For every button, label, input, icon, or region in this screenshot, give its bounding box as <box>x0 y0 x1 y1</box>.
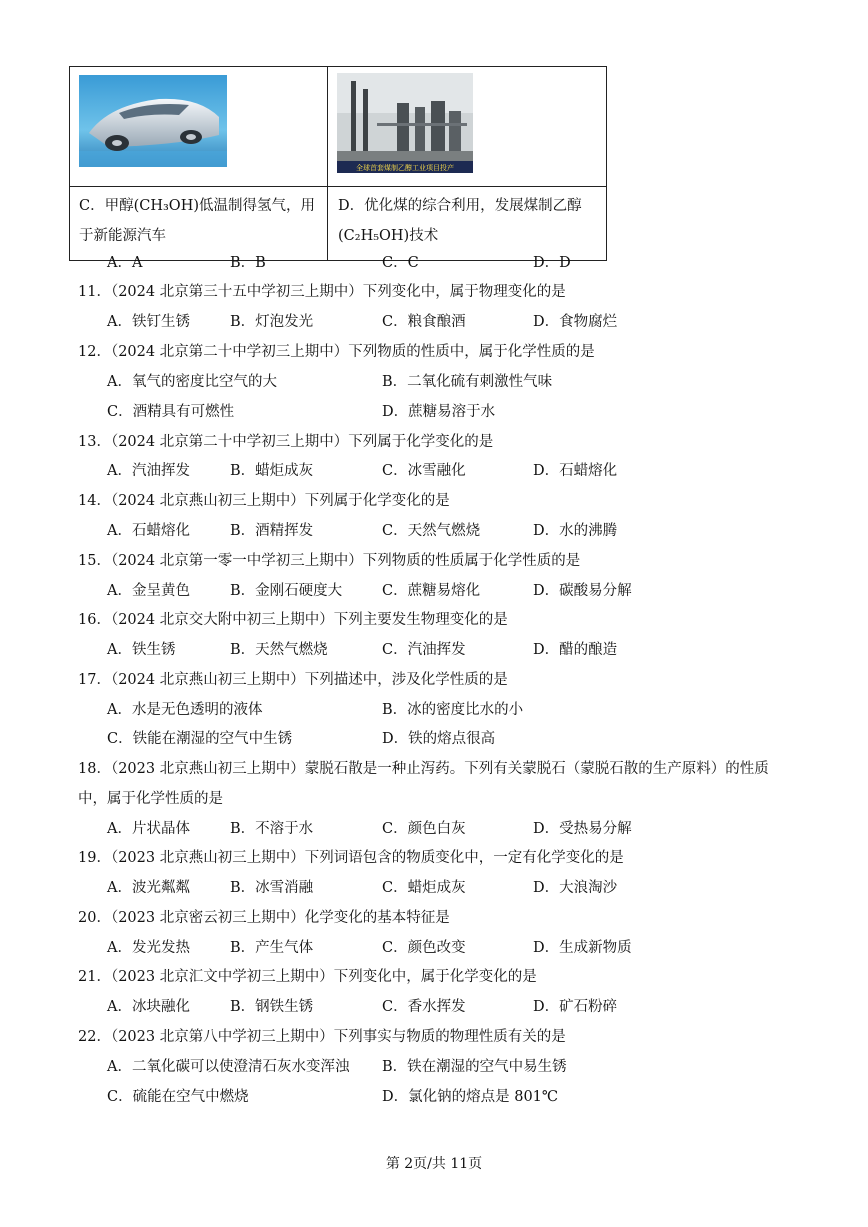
answer-option: D．生成新物质 <box>533 940 632 956</box>
answer-option: D．氯化钠的熔点是 801℃ <box>382 1089 559 1105</box>
answer-option: 中，属于化学性质的是 <box>78 791 223 807</box>
answer-option: D．碳酸易分解 <box>533 583 632 599</box>
answer-option: C．颜色白灰 <box>382 821 466 837</box>
answer-option: C．蜡炬成灰 <box>382 880 466 896</box>
answer-option: A．石蜡熔化 <box>107 523 190 539</box>
option-d-text: D．优化煤的综合利用，发展煤制乙醇(C₂H₅OH)技术 <box>338 198 582 244</box>
answer-option: C．香水挥发 <box>382 999 466 1015</box>
answer-option: B．酒精挥发 <box>230 523 314 539</box>
answer-option: A．二氧化碳可以使澄清石灰水变浑浊 <box>107 1059 350 1075</box>
question-stem: 16．（2024 北京交大附中初三上期中）下列主要发生物理变化的是 <box>78 612 508 628</box>
answer-option: C．颜色改变 <box>382 940 466 956</box>
answer-option: A．金呈黄色 <box>107 583 190 599</box>
answer-option: D．矿石粉碎 <box>533 999 618 1015</box>
options-table <box>69 66 607 261</box>
answer-option: A．A <box>107 255 143 271</box>
question-stem: 21．（2023 北京汇文中学初三上期中）下列变化中，属于化学变化的是 <box>78 969 537 985</box>
question-stem: 19．（2023 北京燕山初三上期中）下列词语包含的物质变化中，一定有化学变化的是 <box>78 850 624 866</box>
answer-option: D．醋的酿造 <box>533 642 618 658</box>
answer-option: D．蔗糖易溶于水 <box>382 404 496 420</box>
answer-option: C．汽油挥发 <box>382 642 466 658</box>
answer-option: C．硫能在空气中燃烧 <box>107 1089 249 1105</box>
question-stem: 22．（2023 北京第八中学初三上期中）下列事实与物质的物理性质有关的是 <box>78 1029 566 1045</box>
question-stem: 11．（2024 北京第三十五中学初三上期中）下列变化中，属于物理变化的是 <box>78 284 566 300</box>
answer-option: A．片状晶体 <box>107 821 190 837</box>
factory-image <box>337 73 473 173</box>
table-divider-horizontal <box>70 186 606 187</box>
answer-option: B．天然气燃烧 <box>230 642 328 658</box>
answer-option: D．食物腐烂 <box>533 314 618 330</box>
answer-option: C．蔗糖易熔化 <box>382 583 481 599</box>
page-footer: 第 2页/共 11页 <box>385 1156 483 1172</box>
answer-option: A．冰块融化 <box>107 999 190 1015</box>
answer-option: A．氧气的密度比空气的大 <box>107 374 277 390</box>
table-divider-vertical <box>327 67 328 260</box>
question-stem: 14．（2024 北京燕山初三上期中）下列属于化学变化的是 <box>78 493 450 509</box>
answer-option: C．酒精具有可燃性 <box>107 404 235 420</box>
factory-image-caption: 全球首套煤制乙醇工业项目投产 <box>356 164 454 172</box>
answer-option: A．波光粼粼 <box>107 880 190 896</box>
answer-option: B．B <box>230 255 266 271</box>
answer-option: B．不溶于水 <box>230 821 314 837</box>
answer-option: D．水的沸腾 <box>533 523 618 539</box>
option-c-text: C．甲醇(CH₃OH)低温制得氢气，用于新能源汽车 <box>79 198 315 244</box>
answer-option: B．灯泡发光 <box>230 314 314 330</box>
question-stem: 18．（2023 北京燕山初三上期中）蒙脱石散是一种止泻药。下列有关蒙脱石（蒙脱石散的生产原料）的性质 <box>78 761 769 777</box>
question-stem: 15．（2024 北京第一零一中学初三上期中）下列物质的性质属于化学性质的是 <box>78 553 581 569</box>
answer-option: A．汽油挥发 <box>107 463 190 479</box>
answer-option: B．铁在潮湿的空气中易生锈 <box>382 1059 567 1075</box>
answer-option: B．蜡炬成灰 <box>230 463 314 479</box>
question-stem: 17．（2024 北京燕山初三上期中）下列描述中，涉及化学性质的是 <box>78 672 508 688</box>
answer-option: D．受热易分解 <box>533 821 632 837</box>
question-stem: 20．（2023 北京密云初三上期中）化学变化的基本特征是 <box>78 910 450 926</box>
answer-option: B．产生气体 <box>230 940 314 956</box>
question-stem: 12．（2024 北京第二十中学初三上期中）下列物质的性质中，属于化学性质的是 <box>78 344 595 360</box>
answer-option: D．铁的熔点很高 <box>382 731 496 747</box>
answer-option: B．金刚石硬度大 <box>230 583 343 599</box>
answer-option: C．C <box>382 255 419 271</box>
answer-option: D．大浪淘沙 <box>533 880 618 896</box>
question-stem: 13．（2024 北京第二十中学初三上期中）下列属于化学变化的是 <box>78 434 494 450</box>
answer-option: B．冰雪消融 <box>230 880 314 896</box>
answer-option: C．天然气燃烧 <box>382 523 481 539</box>
answer-option: C．铁能在潮湿的空气中生锈 <box>107 731 293 747</box>
answer-option: B．钢铁生锈 <box>230 999 314 1015</box>
answer-option: D．石蜡熔化 <box>533 463 618 479</box>
answer-option: D．D <box>533 255 571 271</box>
answer-option: B．二氧化硫有刺激性气味 <box>382 374 553 390</box>
answer-option: A．铁钉生锈 <box>107 314 190 330</box>
answer-option: C．冰雪融化 <box>382 463 466 479</box>
answer-option: A．发光发热 <box>107 940 190 956</box>
answer-option: A．铁生锈 <box>107 642 176 658</box>
answer-option: C．粮食酿酒 <box>382 314 466 330</box>
answer-option: B．冰的密度比水的小 <box>382 702 524 718</box>
car-image <box>79 75 227 167</box>
answer-option: A．水是无色透明的液体 <box>107 702 263 718</box>
